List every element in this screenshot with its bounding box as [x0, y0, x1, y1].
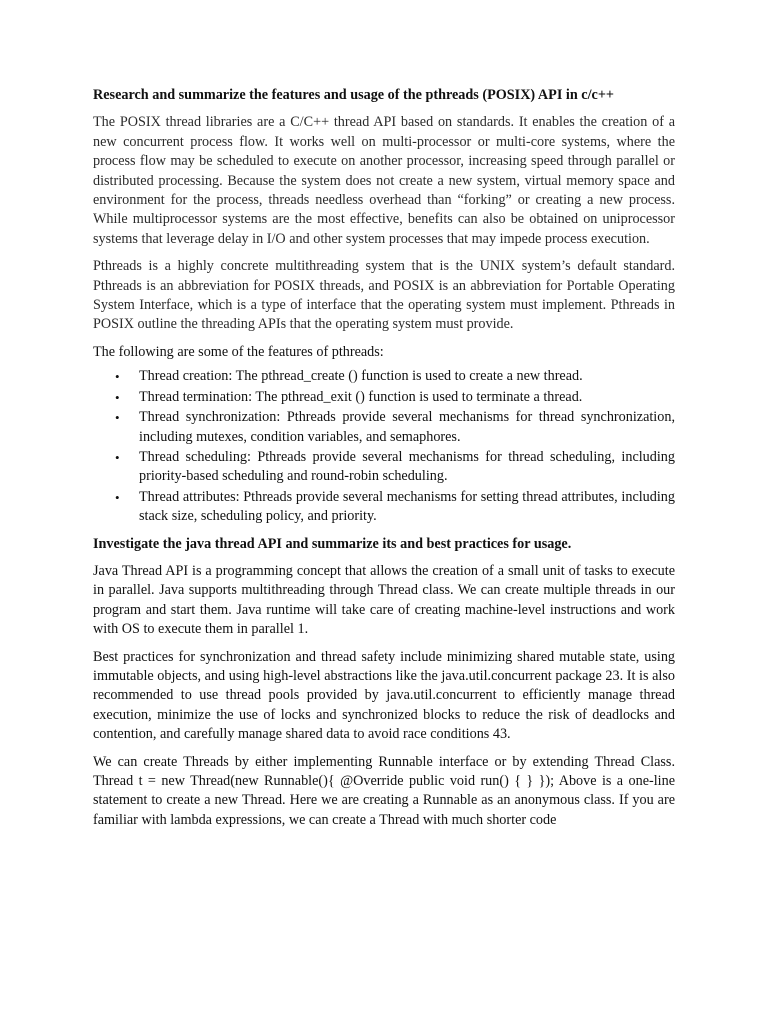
section-heading-pthreads: Research and summarize the features and usage of the pthreads (POSIX) API in c/c++ [93, 87, 614, 103]
list-item [93, 488, 675, 527]
bullet-icon: • [115, 410, 120, 426]
paragraph-pthreads-definition: Pthreads is a highly concrete multithreading system that is the UNIX system’s default standard. Pthreads is an abbreviation for POSIX threads, and POSIX is an abbreviation for Portable Operating System Interface, which is a type of interface that the operating system must implement. Pthreads in POSIX outline the threading APIs that the operating system must provide. [93, 258, 675, 333]
list-item-text: Thread scheduling: Pthreads provide several mechanisms for thread scheduling, including priority-based scheduling and round-robin scheduling. [139, 448, 675, 485]
list-item [93, 408, 675, 447]
features-list [93, 367, 675, 526]
features-intro: The following are some of the features of pthreads: [93, 343, 384, 360]
document-page [93, 86, 675, 838]
list-item-text: Thread termination: The pthread_exit () function is used to terminate a thread. [139, 388, 583, 405]
bullet-icon: • [115, 489, 120, 505]
bullet-icon: • [115, 369, 120, 385]
section-heading-java: Investigate the java thread API and summarize its and best practices for usage. [93, 535, 572, 552]
bullet-icon: • [115, 449, 120, 465]
paragraph-best-practices: Best practices for synchronization and thread safety include minimizing shared mutable state, using immutable objects, and using high-level abstractions like the java.util.concurrent package 23. It is also recommended to use thread pools provided by java.util.concurrent to efficiently manage thread execution, minimize the use of locks and synchronized blocks to reduce the risk of deadlocks and contention, and carefully manage shared data to avoid race conditions 43. [93, 648, 675, 743]
paragraph-posix-intro: The POSIX thread libraries are a C/C++ thread API based on standards. It enables the creation of a new concurrent process flow. It works well on multi-processor or multi-core systems, where the process flow may be scheduled to execute on another processor, increasing speed through parallel or distributed processing. Because the system does not create a new system, virtual memory space and environment for the process, threads needless overhead than “forking” or creating a new process. While multiprocessor systems are the most effective, benefits can also be obtained on uniprocessor systems that leverage delay in I/O and other system processes that may impede process execution. [93, 114, 675, 247]
list-item-text: Thread creation: The pthread_create () function is used to create a new thread. [139, 368, 583, 385]
list-item-text: Thread attributes: Pthreads provide several mechanisms for setting thread attributes, including stack size, scheduling policy, and priority. [139, 488, 675, 525]
list-item-text: Thread synchronization: Pthreads provide several mechanisms for thread synchronization, including mutexes, condition variables, and semaphores. [139, 409, 675, 445]
paragraph-java-thread-api: Java Thread API is a programming concept that allows the creation of a small unit of tasks to execute in parallel. Java supports multithreading through Thread class. We can create multiple threads in our program and start them. Java runtime will take care of creating machine-level instructions and work with OS to execute them in parallel 1. [93, 562, 675, 638]
list-item [93, 367, 675, 386]
paragraph-creating-threads: We can create Threads by either implementing Runnable interface or by extending Thread Class. Thread t = new Thread(new Runnable(){ @Override public void run() { } }); Above is a one-line statement to create a new Thread. Here we are creating a Runnable as an anonymous class. If you are familiar with lambda expressions, we can create a Thread with much shorter code [93, 753, 675, 828]
list-item [93, 448, 675, 487]
list-item [93, 388, 675, 407]
bullet-icon: • [115, 389, 120, 405]
